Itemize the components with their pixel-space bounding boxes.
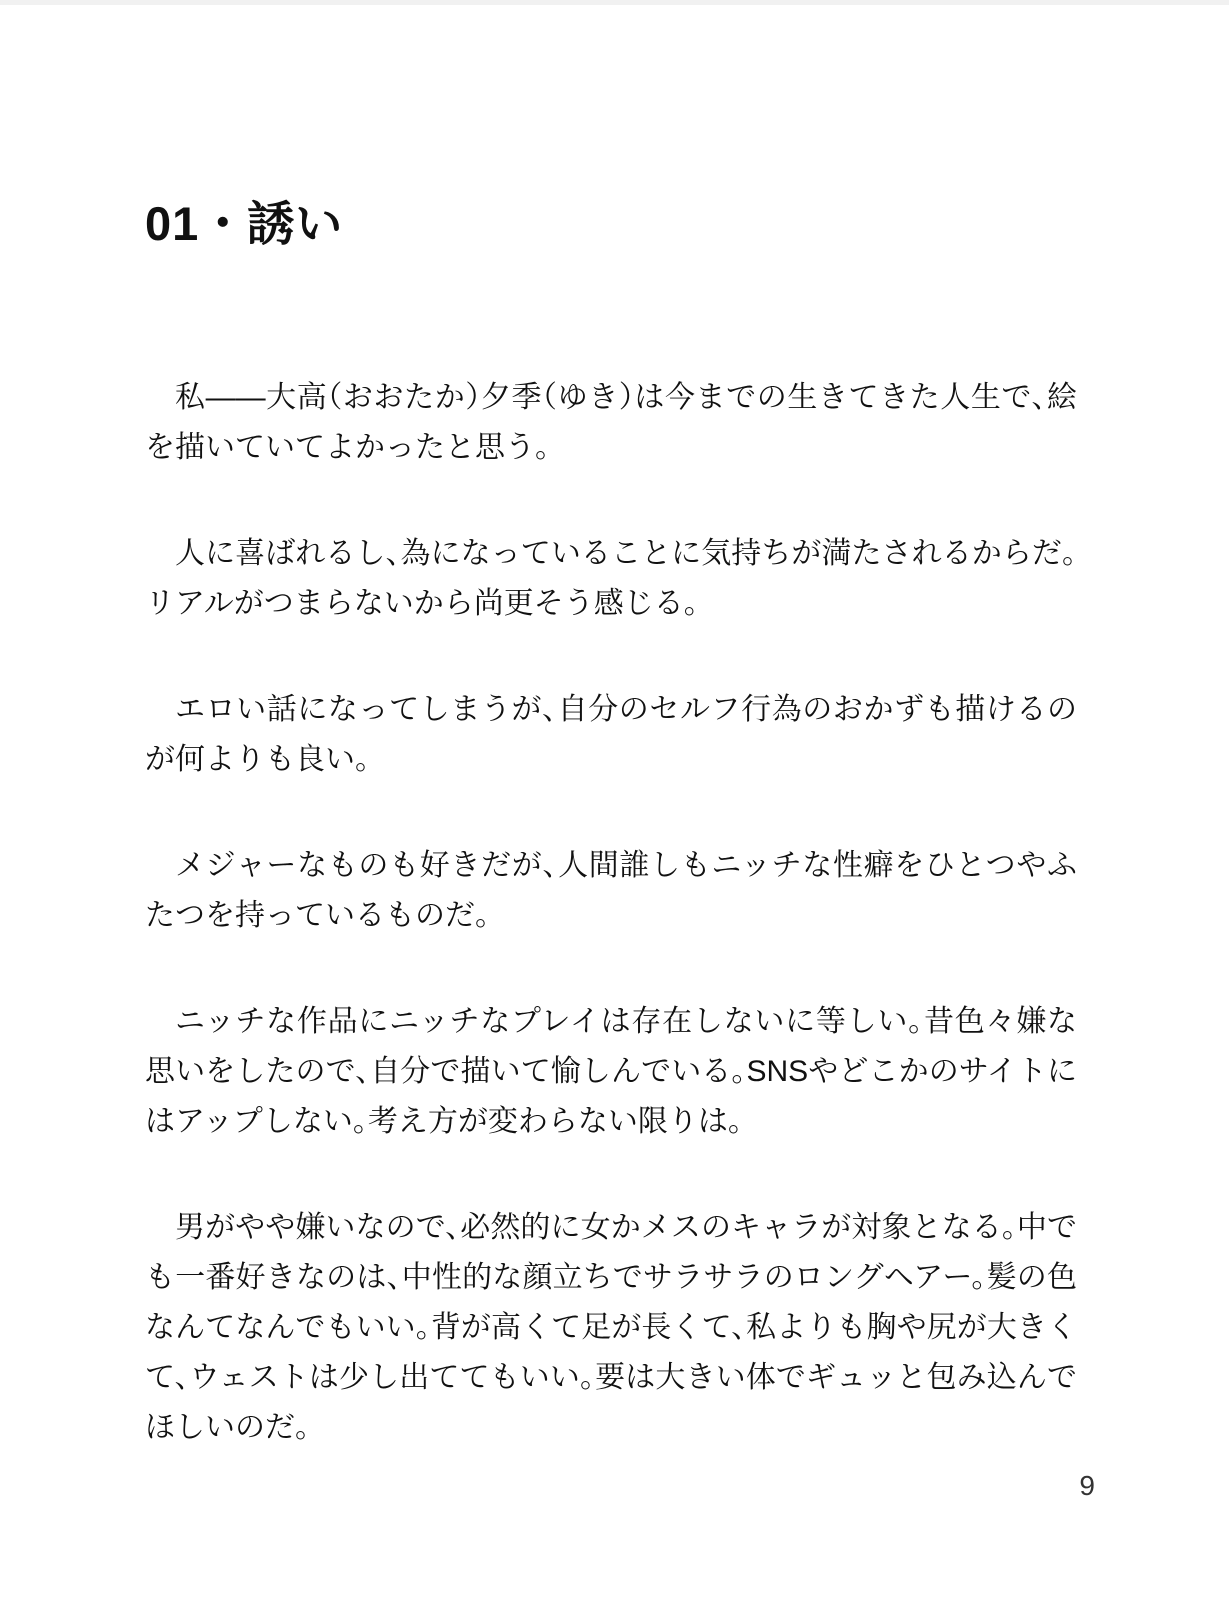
paragraph: 男がやや嫌いなので、必然的に女かメスのキャラが対象となる。中でも一番好きなのは、中性的な顔立ちでサラサラのロングヘアー。髪の色なんてなんでもいい。背が高くて足が長くて、私よりも胸や尻が大きくて、ウェストは少し出ててもいい。要は大きい体でギュッと包み込んでほしいのだ。 xyxy=(145,1211,1077,1444)
paragraph: 人に喜ばれるし、為になっていることに気持ちが満たされるからだ。リアルがつまらないから尚更そう感じる。 xyxy=(145,537,1077,620)
paragraph: メジャーなものも好きだが、人間誰しもニッチな性癖をひとつやふたつを持っているものだ。 xyxy=(145,849,1077,932)
paragraph: ニッチな作品にニッチなプレイは存在しないに等しい。昔色々嫌な思いをしたので、自分で描いて愉しんでいる。SNSやどこかのサイトにはアップしない。考え方が変わらない限りは。 xyxy=(145,1005,1077,1138)
body-text xyxy=(145,373,1077,1453)
paragraph: 私——大高（おおたか）夕季（ゆき）は今までの生きてきた人生で、絵を描いていてよかったと思う。 xyxy=(145,381,1077,464)
chapter-heading: 01・誘い xyxy=(145,197,344,250)
paragraph: エロい話になってしまうが、自分のセルフ行為のおかずも描けるのが何よりも良い。 xyxy=(145,693,1077,776)
page-edge-divider xyxy=(0,0,1229,5)
page-number: 9 xyxy=(1079,1470,1095,1501)
